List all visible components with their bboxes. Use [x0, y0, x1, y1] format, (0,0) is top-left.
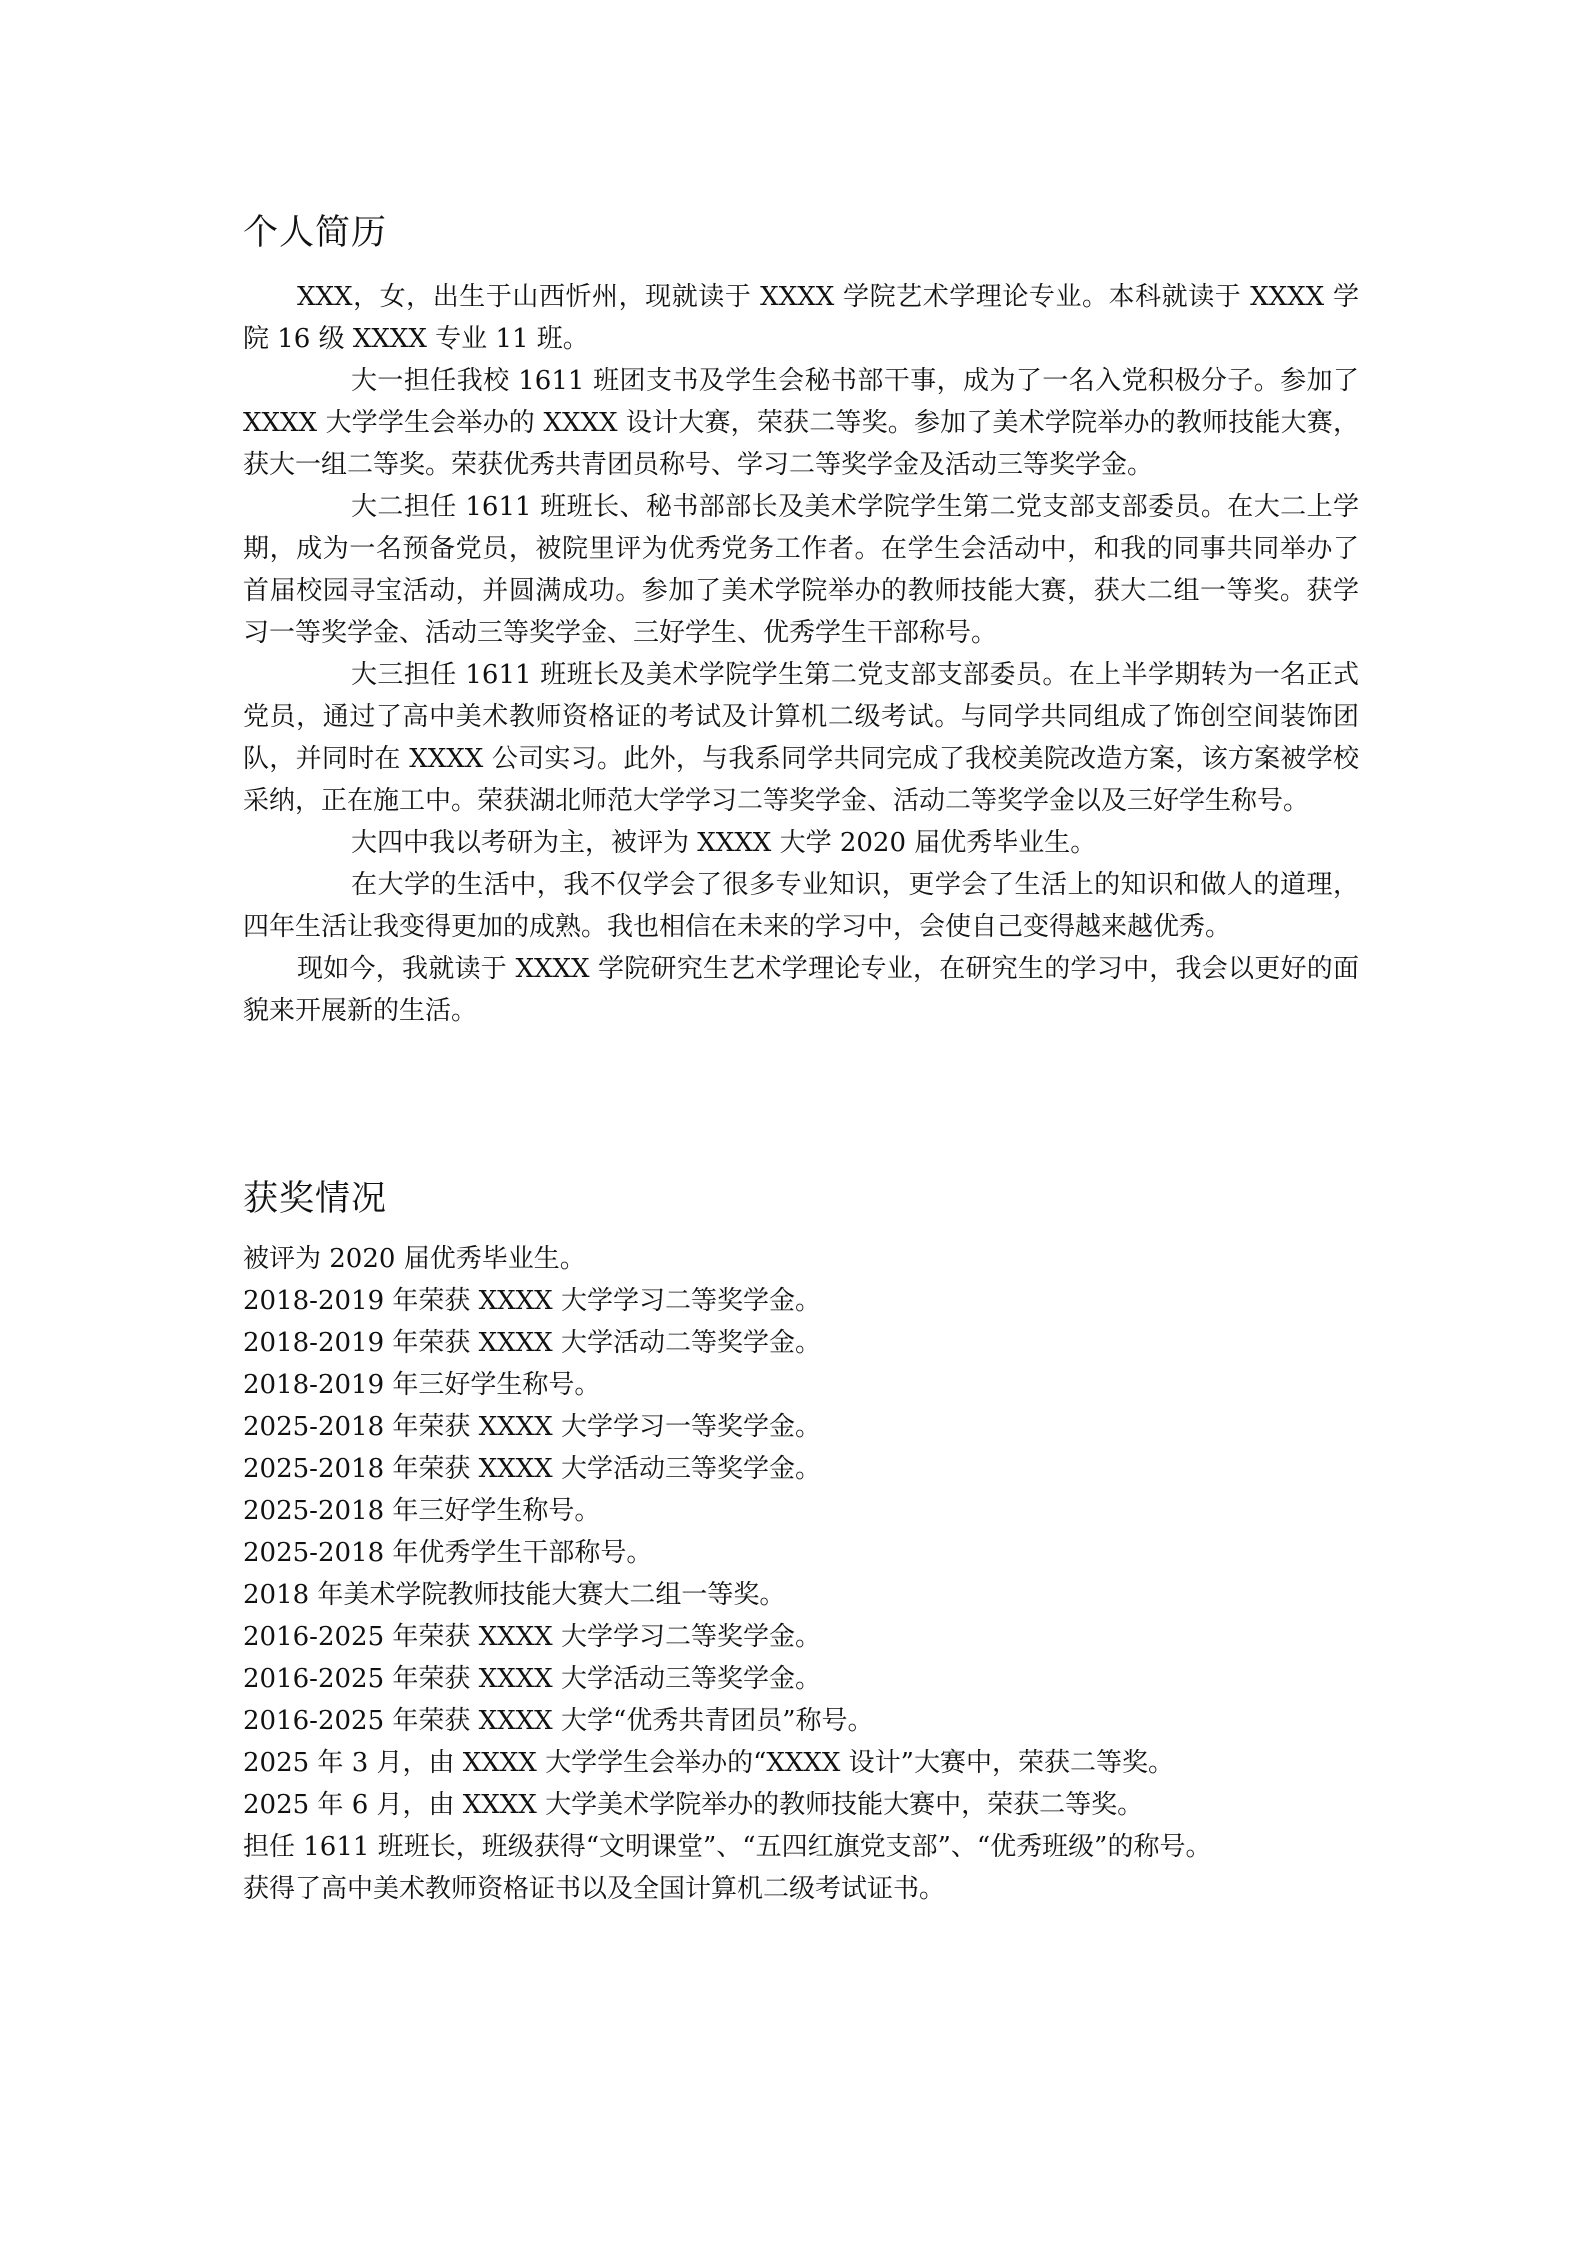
resume-paragraph-year-four: 大四中我以考研为主，被评为 XXXX 大学 2020 届优秀毕业生。	[351, 828, 1097, 858]
resume-paragraph-reflection: 在大学的生活中，我不仅学会了很多专业知识，更学会了生活上的知识和做人的道理，四年生活让我变得更加的成熟。我也相信在未来的学习中，会使自己变得越来越优秀。	[243, 870, 1359, 942]
resume-paragraph-year-one: 大一担任我校 1611 班团支书及学生会秘书部干事，成为了一名入党积极分子。参加了 XXXX 大学学生会举办的 XXXX 设计大赛，荣获二等奖。参加了美术学院举办的教师技能大赛，获大一组二等奖。荣获优秀共青团员称号、学习二等奖学金及活动三等奖学金。	[243, 366, 1359, 480]
award-item: 被评为 2020 届优秀毕业生。	[243, 1244, 586, 1274]
award-item: 2016-2025 年荣获 XXXX 大学“优秀共青团员”称号。	[243, 1706, 874, 1736]
resume-paragraph-intro: XXX，女，出生于山西忻州，现就读于 XXXX 学院艺术学理论专业。本科就读于 XXXX 学院 16 级 XXXX 专业 11 班。	[243, 282, 1359, 354]
award-item: 2025-2018 年荣获 XXXX 大学学习一等奖学金。	[243, 1412, 821, 1442]
award-item: 担任 1611 班班长，班级获得“文明课堂”、“五四红旗党支部”、“优秀班级”的称号。	[243, 1832, 1212, 1862]
award-item: 2016-2025 年荣获 XXXX 大学活动三等奖学金。	[243, 1664, 821, 1694]
award-item: 2018 年美术学院教师技能大赛大二组一等奖。	[243, 1580, 786, 1610]
resume-paragraph-year-two: 大二担任 1611 班班长、秘书部部长及美术学院学生第二党支部支部委员。在大二上学期，成为一名预备党员，被院里评为优秀党务工作者。在学生会活动中，和我的同事共同举办了首届校园寻宝活动，并圆满成功。参加了美术学院举办的教师技能大赛，获大二组一等奖。获学习一等奖学金、活动三等奖学金、三好学生、优秀学生干部称号。	[243, 492, 1359, 648]
awards-list	[243, 1238, 1359, 1910]
award-item: 2018-2019 年三好学生称号。	[243, 1370, 601, 1400]
award-item: 2025 年 3 月，由 XXXX 大学学生会举办的“XXXX 设计”大赛中，荣获二等奖。	[243, 1748, 1174, 1778]
award-item: 2025-2018 年荣获 XXXX 大学活动三等奖学金。	[243, 1454, 821, 1484]
award-item: 2025-2018 年优秀学生干部称号。	[243, 1538, 653, 1568]
award-item: 2025 年 6 月，由 XXXX 大学美术学院举办的教师技能大赛中，荣获二等奖。	[243, 1790, 1144, 1820]
resume-heading: 个人简历	[243, 213, 388, 253]
award-item: 2018-2019 年荣获 XXXX 大学学习二等奖学金。	[243, 1286, 821, 1316]
awards-heading: 获奖情况	[243, 1179, 388, 1219]
resume-paragraph-year-three: 大三担任 1611 班班长及美术学院学生第二党支部支部委员。在上半学期转为一名正式党员，通过了高中美术教师资格证的考试及计算机二级考试。与同学共同组成了饰创空间装饰团队，并同时在 XXXX 公司实习。此外，与我系同学共同完成了我校美院改造方案，该方案被学校采纳，正在施工中。荣获湖北师范大学学习二等奖学金、活动二等奖学金以及三好学生称号。	[243, 660, 1359, 816]
resume-paragraph-current: 现如今，我就读于 XXXX 学院研究生艺术学理论专业，在研究生的学习中，我会以更好的面貌来开展新的生活。	[243, 954, 1359, 1026]
resume-body	[243, 276, 1359, 1032]
award-item: 2018-2019 年荣获 XXXX 大学活动二等奖学金。	[243, 1328, 821, 1358]
award-item: 2025-2018 年三好学生称号。	[243, 1496, 601, 1526]
award-item: 获得了高中美术教师资格证书以及全国计算机二级考试证书。	[243, 1874, 946, 1904]
award-item: 2016-2025 年荣获 XXXX 大学学习二等奖学金。	[243, 1622, 821, 1652]
